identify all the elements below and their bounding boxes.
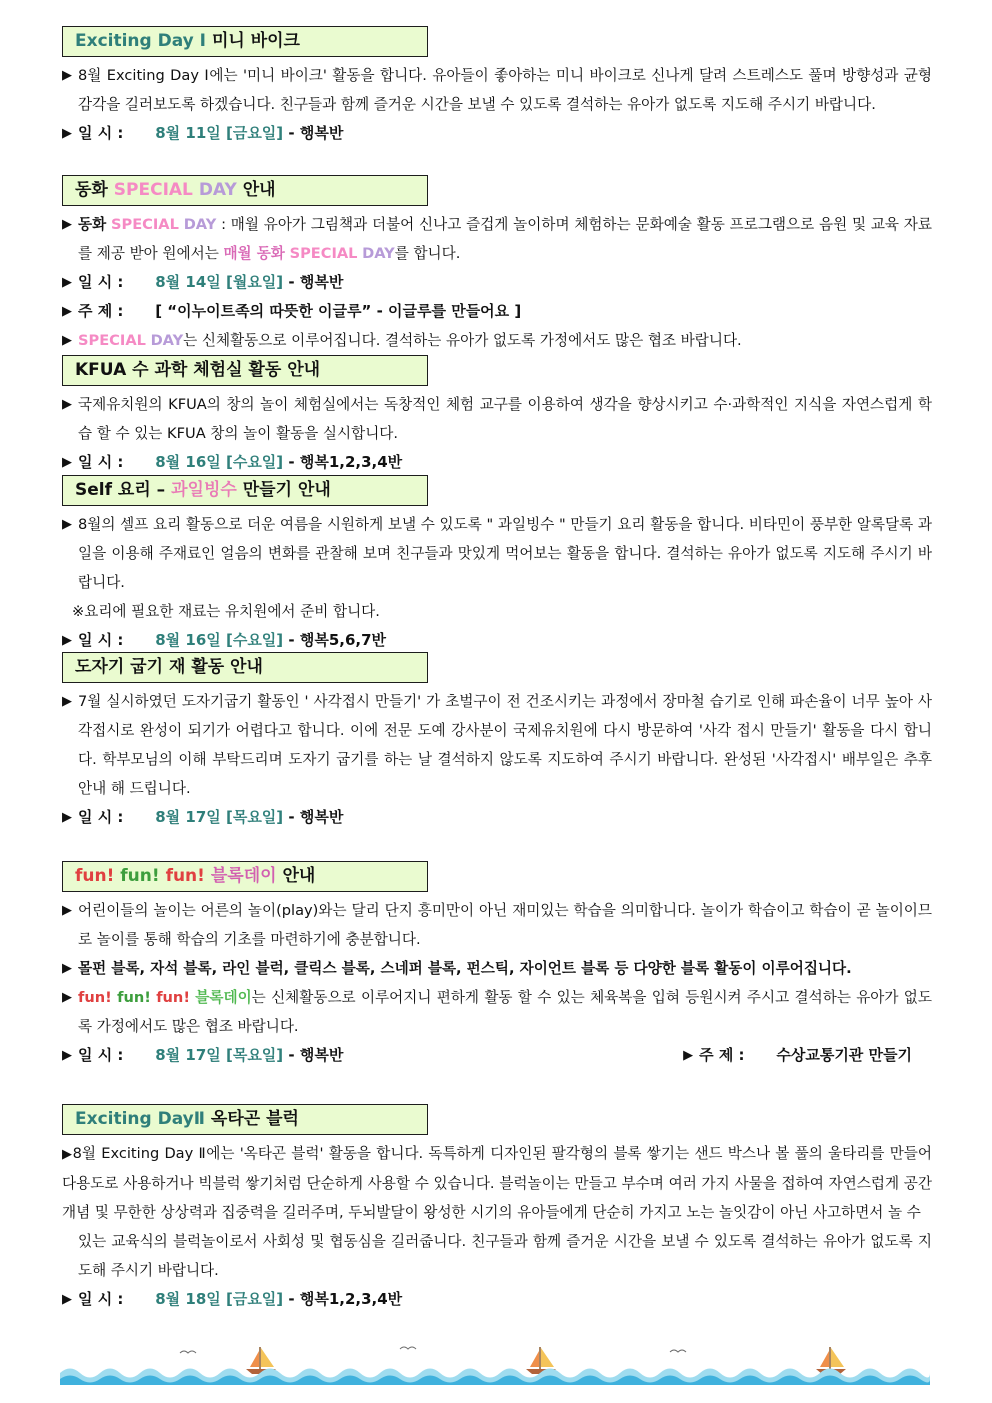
special-text: SPECIAL <box>289 245 358 262</box>
paragraph-text: 8월 Exciting Day Ⅰ에는 '미니 바이크' 활동을 합니다. 유아들이 좋아하는 미니 바이크로 신나게 달려 스트레스도 풀며 방향성과 균형감각을 길러보도록 하겠습니다. 친구들과 함께 즐거운 시간을 보낼 수 있도록 결석하는 유아가 없도록 지도해 주시기 바랍니다. <box>78 67 932 113</box>
theme-row <box>62 297 932 326</box>
triangle-bullet-icon: ▶ <box>62 990 72 1005</box>
section-pottery <box>62 652 932 832</box>
section-kfua <box>62 355 932 477</box>
fun-text: fun! <box>75 866 115 886</box>
paragraph-text: 어린이들의 놀이는 어른의 놀이(play)와는 달리 단지 흥미만이 아닌 재미있는 학습을 의미합니다. 놀이가 학습이고 학습이 곧 놀이이므로 놀이를 통해 학습의 기초를 마련하기에 충분합니다. <box>78 902 932 948</box>
sea-border-decoration <box>60 1343 930 1385</box>
title-part: 안내 <box>242 180 276 200</box>
triangle-bullet-icon: ▶ <box>62 275 72 290</box>
date-group <box>62 1041 344 1070</box>
date-class: - 행복반 <box>288 1046 344 1064</box>
title-highlight: 블록데이 <box>210 866 277 886</box>
triangle-bullet-icon: ▶ <box>62 633 72 648</box>
triangle-bullet-icon: ▶ <box>683 1048 694 1063</box>
date-label: 일 시 : <box>78 273 124 291</box>
theme-value: 수상교통기관 만들기 <box>776 1046 912 1064</box>
date-label: 일 시 : <box>78 808 124 826</box>
section-paragraph <box>62 1139 932 1227</box>
fun-text: fun! <box>165 866 205 886</box>
date-class: - 행복반 <box>288 808 344 826</box>
theme-value: [ “이누이트족의 따뜻한 이글루” - 이글루를 만들어요 ] <box>155 302 522 320</box>
title-part: Exciting DayⅡ <box>75 1109 205 1129</box>
section-title <box>62 475 428 506</box>
title-highlight: 과일빙수 <box>171 480 237 500</box>
title-part: 동화 <box>75 180 108 200</box>
triangle-bullet-icon: ▶ <box>62 1147 73 1162</box>
paragraph-text: 8월의 셀프 요리 활동으로 더운 여름을 시원하게 보낼 수 있도록 " 과일빙수 " 만들기 요리 활동을 합니다. 비타민이 풍부한 알록달록 과일을 이용해 주재료인 얼음의 변화를 관찰해 보며 친구들과 맛있게 먹어보는 활동을 합니다. 결석하는 유아가 없도록 지도해 주시기 바랍니다. <box>78 516 932 591</box>
date-row <box>62 626 932 655</box>
triangle-bullet-icon: ▶ <box>62 903 72 918</box>
section-self-cooking <box>62 475 932 655</box>
title-part: Self 요리 – <box>75 480 166 500</box>
paragraph-text: 샌드 박스나 볼 풀의 울타리를 만들어 다용도로 사용하거나 빅블럭 쌓기처럼 단순하게 사용할 수 있습니다. 블럭놀이는 만들고 부수며 여러 가지 사물을 접하여 자연스럽게 공간개념 및 무한한 상상력과 집중력을 길러주며, 두뇌발달이 왕성한 시기의 유아들에게 단순히 가지고 노는 놀잇감이 아닌 사고하면서 놀 수 <box>62 1145 932 1221</box>
triangle-bullet-icon: ▶ <box>62 455 72 470</box>
paragraph-text: 있는 교육식의 블럭놀이로서 사회성 및 협동심을 길러줍니다. 친구들과 함께 즐거운 시간을 보낼 수 있도록 결석하는 유아가 없도록 지도해 주시기 바랍니다. <box>78 1233 932 1279</box>
triangle-bullet-icon: ▶ <box>62 217 72 232</box>
section-title <box>62 652 428 683</box>
special-text: SPECIAL <box>78 332 146 349</box>
title-part: 만들기 안내 <box>242 480 331 500</box>
date-value: 8월 16일 [수요일] <box>155 453 284 471</box>
date-class: - 행복반 <box>288 273 344 291</box>
section-paragraph <box>62 390 932 448</box>
section-paragraph <box>62 687 932 803</box>
fun-text: fun! <box>156 989 190 1006</box>
triangle-bullet-icon: ▶ <box>62 517 72 532</box>
date-theme-row <box>62 1041 932 1070</box>
section-exciting-day-2 <box>62 1104 932 1314</box>
paragraph-text: 7월 실시하였던 도자기굽기 활동인 ' 사각접시 만들기' 가 초벌구이 전 건조시키는 과정에서 장마철 습기로 인해 파손율이 너무 높아 사각접시로 완성이 되기가 어렵다고 합니다. 이에 전문 도예 강사분이 국제유치원에 다시 방문하여 '사각 접시 만들기' 활동을 다시 합니다. 학부모님의 이해 부탁드리며 도자기 굽기를 하는 날 결석하지 않도록 지도하여 주시기 바랍니다. 완성된 '사각접시' 배부일은 추후 안내 해 드립니다. <box>78 693 932 797</box>
title-part: 안내 <box>282 866 316 886</box>
special-text: SPECIAL <box>113 180 193 200</box>
date-row <box>62 1285 932 1314</box>
day-text: DAY <box>183 216 217 233</box>
section-paragraph <box>62 896 932 954</box>
date-label: 일 시 : <box>78 453 124 471</box>
date-value: 8월 16일 [수요일] <box>155 631 284 649</box>
highlight-text: 매월 동화 <box>223 245 285 262</box>
title-part: 옥타곤 블럭 <box>210 1109 299 1129</box>
section-note <box>62 326 932 355</box>
triangle-bullet-icon: ▶ <box>62 810 72 825</box>
section-paragraph <box>62 510 932 597</box>
day-text: DAY <box>150 332 184 349</box>
theme-group <box>683 1041 912 1070</box>
paragraph-text: 8월 Exciting Day Ⅱ에는 '옥타곤 블럭' 활동을 합니다. 독특하게 디자인된 팔각형의 블록 쌓기는 <box>72 1145 690 1162</box>
section-story-special-day <box>62 175 932 355</box>
section-title <box>62 1104 428 1135</box>
date-value: 8월 11일 [금요일] <box>155 124 284 142</box>
section-title <box>62 175 428 206</box>
date-row <box>62 119 932 148</box>
triangle-bullet-icon: ▶ <box>62 694 72 709</box>
triangle-bullet-icon: ▶ <box>62 333 72 348</box>
paragraph-lead: 동화 <box>78 216 107 233</box>
triangle-bullet-icon: ▶ <box>62 397 72 412</box>
section-title <box>62 355 428 386</box>
triangle-bullet-icon: ▶ <box>62 126 72 141</box>
triangle-bullet-icon: ▶ <box>62 1048 72 1063</box>
date-row <box>62 803 932 832</box>
highlight-text: 블록데이 <box>195 989 252 1006</box>
section-exciting-day-1 <box>62 26 932 148</box>
triangle-bullet-icon: ▶ <box>62 68 72 83</box>
date-label: 일 시 : <box>78 124 124 142</box>
date-row <box>62 268 932 297</box>
fun-text: fun! <box>120 866 160 886</box>
day-text: DAY <box>362 245 395 262</box>
date-value: 8월 18일 [금요일] <box>155 1290 284 1308</box>
section-title <box>62 861 428 892</box>
triangle-bullet-icon: ▶ <box>62 1292 72 1307</box>
special-text: SPECIAL <box>110 216 179 233</box>
theme-label: 주 제 : <box>78 302 124 320</box>
section-note: ※요리에 필요한 재료는 유치원에서 준비 합니다. <box>72 603 380 620</box>
paragraph-text: 국제유치원의 KFUA의 창의 놀이 체험실에서는 독창적인 체험 교구를 이용하여 생각을 향상시키고 수·과학적인 지식을 자연스럽게 학습 할 수 있는 KFUA 창의 놀이 활동을 실시합니다. <box>78 396 932 442</box>
day-text: DAY <box>198 180 237 200</box>
section-paragraph <box>62 954 932 983</box>
section-title <box>62 26 428 57</box>
note-text: 는 신체활동으로 이루어지니 편하게 활동 할 수 있는 체육복을 입혀 등원시켜 주시고 결석하는 유아가 없도록 가정에서도 많은 협조 바랍니다. <box>78 989 932 1035</box>
theme-label: 주 제 : <box>699 1046 745 1064</box>
date-class: - 행복1,2,3,4반 <box>288 1290 403 1308</box>
section-paragraph <box>62 61 932 119</box>
date-value: 8월 14일 [월요일] <box>155 273 284 291</box>
date-value: 8월 17일 [목요일] <box>155 1046 284 1064</box>
section-paragraph <box>62 1227 932 1285</box>
fun-text: fun! <box>117 989 151 1006</box>
title-part: 미니 바이크 <box>211 31 300 51</box>
title-part: 도자기 굽기 재 활동 안내 <box>75 657 263 677</box>
date-value: 8월 17일 [목요일] <box>155 808 284 826</box>
triangle-bullet-icon: ▶ <box>62 304 72 319</box>
date-label: 일 시 : <box>78 631 124 649</box>
title-part: Exciting Day Ⅰ <box>75 31 207 51</box>
fun-text: fun! <box>78 989 112 1006</box>
paragraph-text: 몰펀 블록, 자석 블록, 라인 블럭, 클릭스 블록, 스네퍼 블록, 펀스틱, 자이언트 블록 등 다양한 블록 활동이 이루어집니다. <box>78 960 852 977</box>
paragraph-text: 를 합니다. <box>394 245 461 262</box>
paragraph-text: : 매월 유아가 그림책과 더불어 신나고 즐겁게 놀이하며 체험하는 문화예술 활동 프로그램으로 음원 및 교육 자료를 제공 받아 원에서는 <box>78 216 933 262</box>
date-class: - 행복1,2,3,4반 <box>288 453 403 471</box>
seagull-icon <box>180 1347 686 1353</box>
title-part: KFUA 수 과학 체험실 활동 안내 <box>75 360 321 380</box>
date-label: 일 시 : <box>78 1290 124 1308</box>
section-paragraph <box>62 210 932 268</box>
section-note <box>62 983 932 1041</box>
section-block-day <box>62 861 932 1070</box>
note-text: 는 신체활동으로 이루어집니다. 결석하는 유아가 없도록 가정에서도 많은 협조 바랍니다. <box>183 332 742 349</box>
date-class: - 행복반 <box>288 124 344 142</box>
date-label: 일 시 : <box>78 1046 124 1064</box>
date-class: - 행복5,6,7반 <box>288 631 387 649</box>
triangle-bullet-icon: ▶ <box>62 961 72 976</box>
date-row <box>62 448 932 477</box>
